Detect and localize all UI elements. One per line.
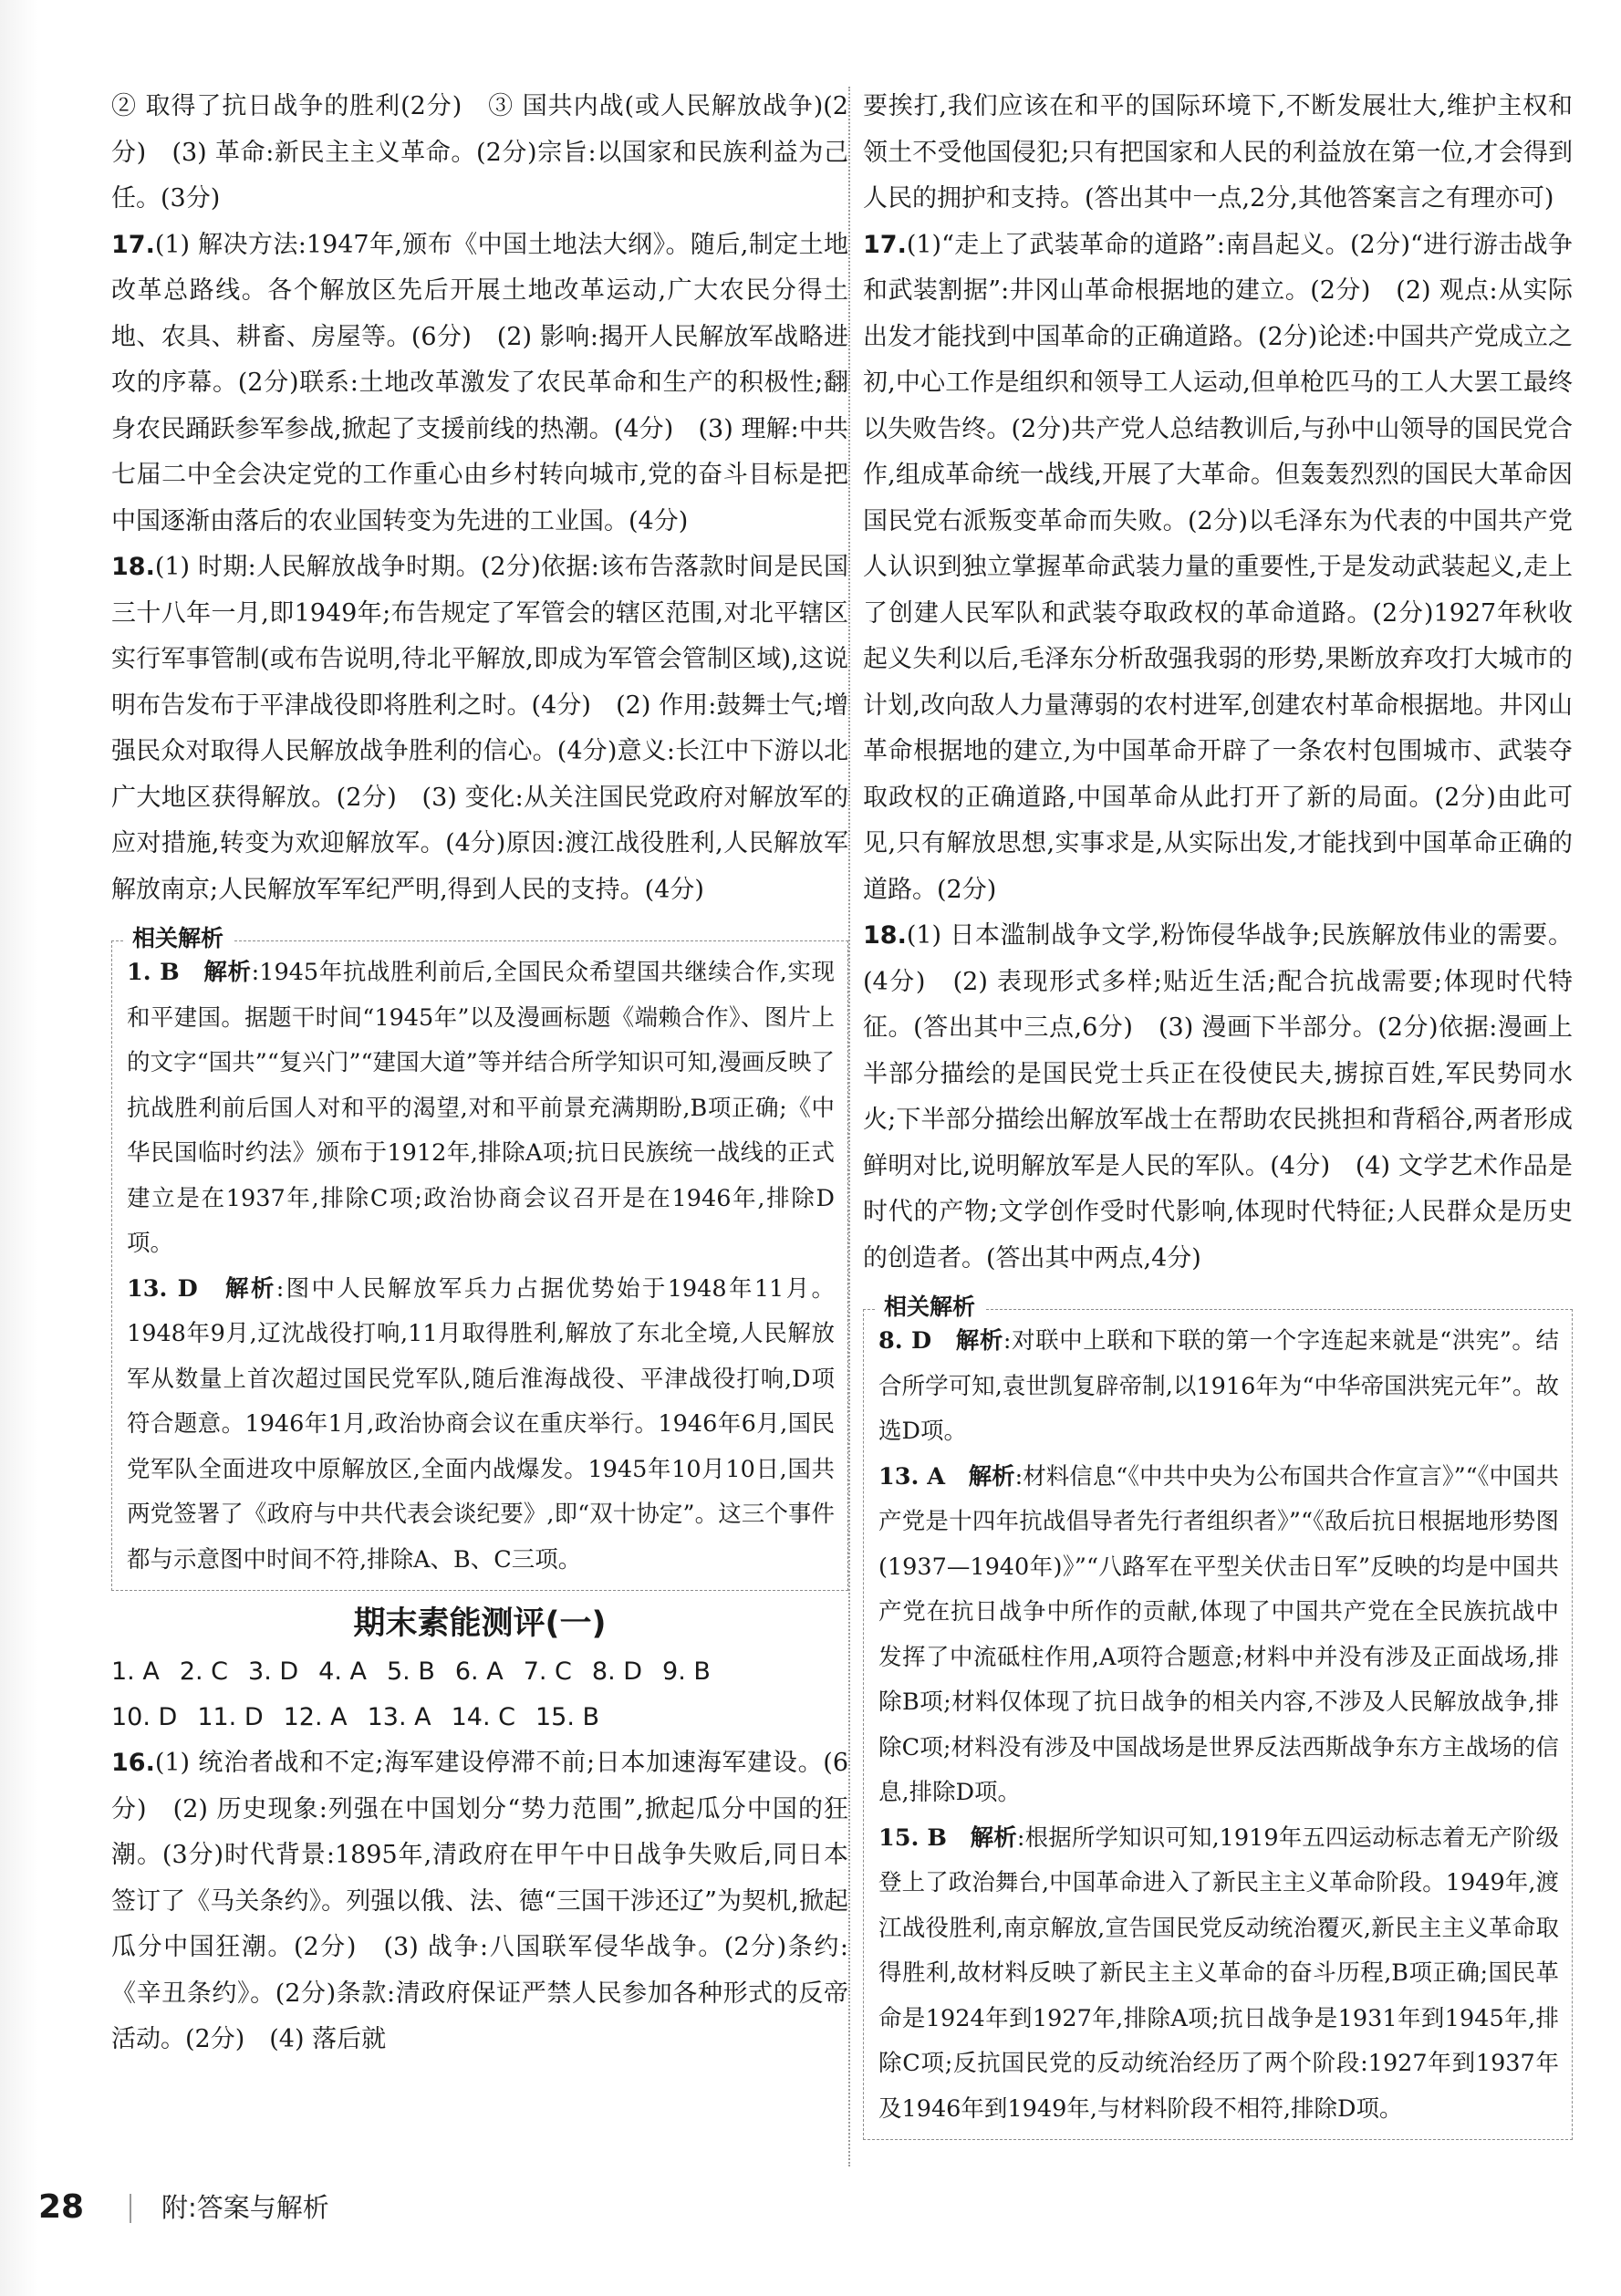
q17-number: 17. xyxy=(863,230,907,259)
answer-key-item: 12. A xyxy=(283,1703,348,1731)
answer-key-item: 13. A xyxy=(367,1703,431,1731)
footer-divider xyxy=(130,2194,131,2223)
q18-answer: 18.(1) 日本滥制战争文学,粉饰侵华战争;民族解放伟业的需要。(4分) (2) 表现形式多样;贴近生活;配合抗战需要;体现时代特征。(答出其中三点,6分) (3) 漫画下半部分。(2分)依据:漫画上半部分描绘的是国民党士兵正在役使民夫,掳掠百姓,军民势同水火;下半部分描绘出解放军战士在帮助农民挑担和背稻谷,两者形成鲜明对比,说明解放军是人民的军队。(4分) (4) 文学艺术作品是时代的产物;文学创作受时代影响,体现时代特征;人民群众是历史的创造者。(答出其中两点,4分) xyxy=(863,921,1573,1273)
section-title: 期末素能测评(一) xyxy=(353,1605,607,1642)
answer-key-item: 15. B xyxy=(535,1703,600,1731)
analysis-box-right xyxy=(863,1293,1573,2140)
analysis-box-left xyxy=(111,925,848,1591)
answer-key-item: 2. C xyxy=(179,1657,229,1686)
analysis-item: 1. B 解析:1945年抗战胜利前后,全国民众希望国共继续合作,实现和平建国。据题干时间“1945年”以及漫画标题《端赖合作》、图片上的文字“国共”“复兴门”“建国大道”等并结合所学知识可知,漫画反映了抗战胜利前后国人对和平的渴望,对和平前景充满期盼,B项正确;《中华民国临时约法》颁布于1912年,排除A项;抗日民族统一战线的正式建立是在1937年,排除C项;政治协商会议召开是在1946年,排除D项。 xyxy=(127,959,835,1257)
q17-answer: 17.(1) 解决方法:1947年,颁布《中国土地法大纲》。随后,制定土地改革总路线。各个解放区先后开展土地改革运动,广大农民分得土地、农具、耕畜、房屋等。(6分) (2) 影响:揭开人民解放军战略进攻的序幕。(2分)联系:土地改革激发了农民革命和生产的积极性;翻身农民踊跃参军参战,掀起了支援前线的热潮。(4分) (3) 理解:中共七届二中全会决定党的工作重心由乡村转向城市,党的奋斗目标是把中国逐渐由落后的农业国转变为先进的工业国。(4分) xyxy=(111,230,848,535)
answer-key-item: 7. C xyxy=(523,1657,572,1686)
answer-key-item: 8. D xyxy=(591,1657,643,1686)
analysis-box-title: 相关解析 xyxy=(875,1292,984,1323)
answer-key-item: 6. A xyxy=(454,1657,504,1686)
answer-key-item: 1. A xyxy=(111,1657,160,1686)
analysis-box-title: 相关解析 xyxy=(123,923,233,954)
answer-key-row xyxy=(111,1649,848,1695)
answer-key-row xyxy=(111,1695,848,1740)
analysis-item: 15. B 解析:根据所学知识可知,1919年五四运动标志着无产阶级登上了政治舞台,中国革命进入了新民主主义革命阶段。1949年,渡江战役胜利,南京解放,宣告国民党反动统治覆灭,新民主主义革命取得胜利,故材料反映了新民主主义革命的奋斗历程,B项正确;国民革命是1924年到1927年,排除A项;抗日战争是1931年到1945年,排除C项;反抗国民党的反动统治经历了两个阶段:1927年到1937年及1946年到1949年,与材料阶段不相符,排除D项。 xyxy=(878,1823,1559,2123)
page-number: 28 xyxy=(38,2188,85,2226)
q18-number: 18. xyxy=(863,921,907,950)
q18-answer: 18.(1) 时期:人民解放战争时期。(2分)依据:该布告落款时间是民国三十八年一月,即1949年;布告规定了军管会的辖区范围,对北平辖区实行军事管制(或布告说明,待北平解放,即成为军管会管制区域),这说明布告发布于平津战役即将胜利之时。(4分) (2) 作用:鼓舞士气;增强民众对取得人民解放战争胜利的信心。(4分)意义:长江中下游以北广大地区获得解放。(2分) (3) 变化:从关注国民党政府对解放军的应对措施,转变为欢迎解放军。(4分)原因:渡江战役胜利,人民解放军解放南京;人民解放军军纪严明,得到人民的支持。(4分) xyxy=(111,553,848,904)
footer-label: 附:答案与解析 xyxy=(161,2192,329,2223)
left-column xyxy=(111,84,848,2063)
page-edge-shadow xyxy=(0,0,38,2296)
column-divider xyxy=(848,87,850,2166)
answer-key-item: 3. D xyxy=(248,1657,299,1686)
answer-key-item: 10. D xyxy=(111,1703,178,1731)
q16-number: 16. xyxy=(111,1749,155,1777)
analysis-item: 13. A 解析:材料信息“《中共中央为公布国共合作宣言》”“《中国共产党是十四年抗战倡导者先行者组织者》”“《敌后抗日根据地形势图(1937—1940年)》”“八路军在平型关伏击日军”反映的均是中国共产党在抗日战争中所作的贡献,体现了中国共产党在全民族抗战中发挥了中流砥柱作用,A项符合题意;材料中并没有涉及正面战场,排除B项;材料仅体现了抗日战争的相关内容,不涉及人民解放战争,排除C项;材料没有涉及中国战场是世界反法西斯战争东方主战场的信息,排除D项。 xyxy=(878,1462,1559,1806)
answer-key-item: 5. B xyxy=(387,1657,435,1686)
answer-key-item: 9. B xyxy=(662,1657,711,1686)
answer-key-item: 4. A xyxy=(318,1657,367,1686)
q16-continuation: ② 取得了抗日战争的胜利(2分) ③ 国共内战(或人民解放战争)(2分) (3) 革命:新民主主义革命。(2分)宗旨:以国家和民族利益为己任。(3分) xyxy=(111,92,848,213)
analysis-item: 8. D 解析:对联中上联和下联的第一个字连起来就是“洪宪”。结合所学可知,袁世凯复辟帝制,以1916年为“中华帝国洪宪元年”。故选D项。 xyxy=(878,1327,1559,1445)
q16-continuation: 要挨打,我们应该在和平的国际环境下,不断发展壮大,维护主权和领土不受他国侵犯;只有把国家和人民的利益放在第一位,才会得到人民的拥护和支持。(答出其中一点,2分,其他答案言之有理亦可) xyxy=(863,92,1573,213)
analysis-item: 13. D 解析:图中人民解放军兵力占据优势始于1948年11月。1948年9月,辽沈战役打响,11月取得胜利,解放了东北全境,人民解放军从数量上首次超过国民党军队,随后淮海战役、平津战役打响,D项符合题意。1946年1月,政治协商会议在重庆举行。1946年6月,国民党军队全面进攻中原解放区,全面内战爆发。1945年10月10日,国共两党签署了《政府与中共代表会谈纪要》,即“双十协定”。这三个事件都与示意图中时间不符,排除A、B、C三项。 xyxy=(127,1274,836,1574)
right-column xyxy=(863,84,1573,2147)
answer-key-item: 11. D xyxy=(197,1703,264,1731)
q18-number: 18. xyxy=(111,553,155,581)
q17-number: 17. xyxy=(111,230,155,259)
q17-answer: 17.(1)“走上了武装革命的道路”:南昌起义。(2分)“进行游击战争和武装割据”:井冈山革命根据地的建立。(2分) (2) 观点:从实际出发才能找到中国革命的正确道路。(2分)论述:中国共产党成立之初,中心工作是组织和领导工人运动,但单枪匹马的工人大罢工最终以失败告终。(2分)共产党人总结教训后,与孙中山领导的国民党合作,组成革命统一战线,开展了大革命。但轰轰烈烈的国民大革命因国民党右派叛变革命而失败。(2分)以毛泽东为代表的中国共产党人认识到独立掌握革命武装力量的重要性,于是发动武装起义,走上了创建人民军队和武装夺取政权的革命道路。(2分)1927年秋收起义失利以后,毛泽东分析敌强我弱的形势,果断放弃攻打大城市的计划,改向敌人力量薄弱的农村进军,创建农村革命根据地。井冈山革命根据地的建立,为中国革命开辟了一条农村包围城市、武装夺取政权的正确道路,中国革命从此打开了新的局面。(2分)由此可见,只有解放思想,实事求是,从实际出发,才能找到中国革命正确的道路。(2分) xyxy=(863,230,1573,904)
answer-key-item: 14. C xyxy=(451,1703,515,1731)
q16-answer: 16.(1) 统治者战和不定;海军建设停滞不前;日本加速海军建设。(6分) (2) 历史现象:列强在中国划分“势力范围”,掀起瓜分中国的狂潮。(3分)时代背景:1895年,清政府在甲午中日战争失败后,同日本签订了《马关条约》。列强以俄、法、德“三国干涉还辽”为契机,掀起瓜分中国狂潮。(2分) (3) 战争:八国联军侵华战争。(2分)条约:《辛丑条约》。(2分)条款:清政府保证严禁人民参加各种形式的反帝活动。(2分) (4) 落后就 xyxy=(111,1749,848,2053)
